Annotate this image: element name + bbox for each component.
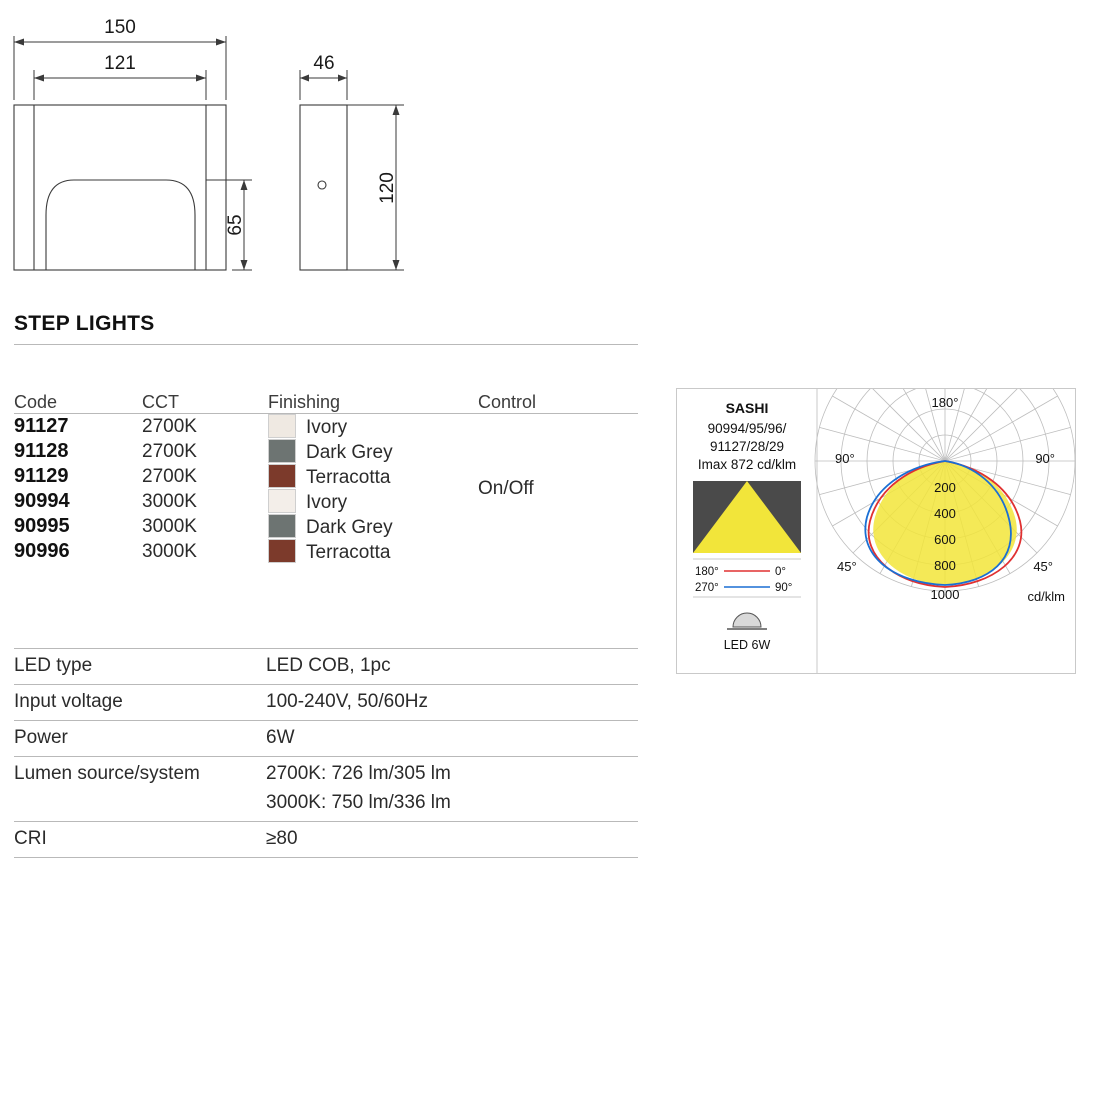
color-swatch-ivory [268,489,296,513]
legend-value-b: 90° [775,582,793,594]
technical-drawing [0,0,700,300]
column-header-code: Code [14,392,58,412]
color-swatch-dark-grey [268,439,296,463]
cell-code: 91127 [14,415,69,437]
lamp-icon [727,613,767,629]
beam-illustration [693,481,801,553]
cell-cct: 3000K [142,490,197,512]
lamp-label: LED 6W [723,638,771,652]
cell-cct: 3000K [142,540,197,562]
dim-label-65: 65 [225,214,246,236]
detail-value-secondary: 3000K: 750 lm/336 lm [266,792,451,813]
angle-label-right-90: 90° [1035,451,1055,466]
table-header-row [14,392,638,413]
technical-detail-table [14,648,638,858]
color-swatch-dark-grey [268,514,296,538]
ring-label-1000: 1000 [930,587,960,602]
product-codes-line1: 90994/95/96/ [707,421,787,436]
detail-label: Power [14,721,266,757]
finishing-label: Ivory [306,417,348,438]
detail-row-lumen [14,757,638,793]
title-divider [14,344,638,345]
cell-control: On/Off [478,478,534,499]
ring-label-400: 400 [934,506,956,521]
legend-value-a: 0° [775,566,786,578]
cell-finishing [268,439,478,464]
column-header-control: Control [478,392,537,412]
column-header-finishing: Finishing [268,392,341,412]
finishing-label: Terracotta [306,542,391,563]
cell-cct: 3000K [142,515,197,537]
detail-label: Input voltage [14,685,266,721]
product-codes-line2: 91127/28/29 [709,439,785,454]
ring-label-800: 800 [934,558,956,573]
table-row [14,414,638,439]
finishing-label: Dark Grey [306,517,393,538]
column-header-cct: CCT [142,392,179,412]
detail-row-power [14,721,638,757]
imax-value: Imax 872 cd/klm [697,457,797,472]
finishing-label: Terracotta [306,467,391,488]
angle-label-left-45: 45° [837,559,857,574]
cell-finishing [268,514,478,539]
detail-row-input-voltage [14,685,638,721]
cell-code: 90996 [14,540,70,562]
ring-label-600: 600 [934,532,956,547]
legend-label-a: 180° [695,566,719,578]
color-swatch-ivory [268,414,296,438]
cell-finishing [268,414,478,439]
detail-label: LED type [14,649,266,685]
dim-label-150: 150 [104,17,136,38]
color-swatch-terracotta [268,539,296,563]
detail-value: 2700K: 726 lm/305 lm [266,757,638,793]
detail-label: CRI [14,822,266,858]
detail-value: 6W [266,721,638,757]
detail-row-lumen-second [14,792,638,822]
cell-cct: 2700K [142,465,197,487]
dim-label-121: 121 [104,53,136,74]
cell-finishing [268,464,478,489]
dim-label-120: 120 [377,172,398,204]
finishing-label: Dark Grey [306,442,393,463]
cell-finishing [268,489,478,514]
product-name: SASHI [725,400,769,416]
cell-code: 91128 [14,440,69,462]
cell-finishing [268,539,478,564]
detail-label-empty [14,792,266,822]
unit-label: cd/klm [1027,589,1065,604]
photometric-diagram [676,388,1076,674]
color-swatch-terracotta [268,464,296,488]
cell-cct: 2700K [142,440,197,462]
detail-row-cri [14,822,638,858]
product-code-table [14,392,638,564]
dim-label-46: 46 [313,53,335,74]
page-title: STEP LIGHTS [14,312,155,335]
ring-label-200: 200 [934,480,956,495]
angle-label-right-45: 45° [1033,559,1053,574]
finishing-label: Ivory [306,492,348,513]
detail-value: LED COB, 1pc [266,649,638,685]
section-header [14,312,638,345]
curve-legend [693,559,801,597]
cell-code: 90995 [14,515,70,537]
cell-cct: 2700K [142,415,197,437]
angle-label-left-90: 90° [835,451,855,466]
detail-value: 100-240V, 50/60Hz [266,685,638,721]
cell-code: 90994 [14,490,70,512]
detail-value: ≥80 [266,822,638,858]
cell-code: 91129 [14,465,69,487]
legend-label-b: 270° [695,582,719,594]
detail-label: Lumen source/system [14,757,266,793]
angle-label-top: 180° [931,395,959,410]
detail-row-led-type [14,649,638,685]
